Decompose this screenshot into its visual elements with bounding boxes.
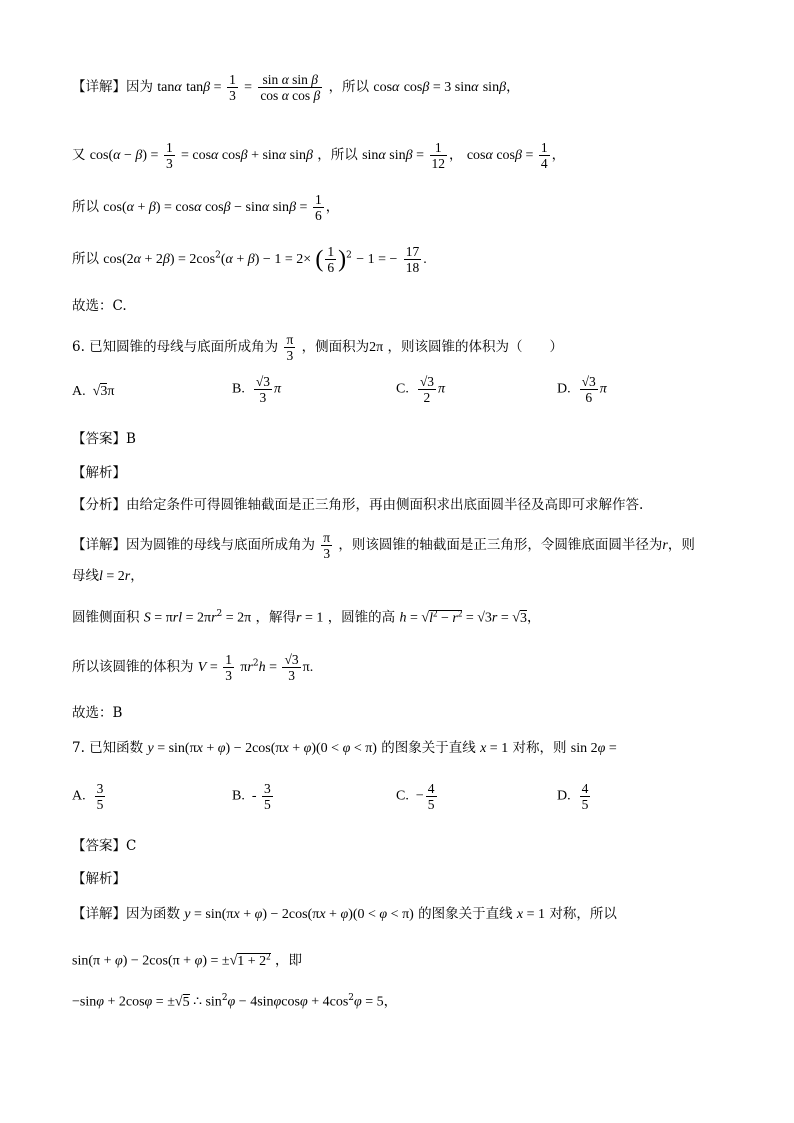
fraction: $\frac{1}{4}$ xyxy=(540,140,548,171)
analysis-7: 【解析】 xyxy=(72,871,126,887)
detail-line-4: 所以 $\cos(2\alpha + 2\beta) = 2\cos^2(\alpha + \beta) - 1 = 2\times$ ( $\frac{1}{6}$ )$^2$ − 1 = − $\frac{17}{18}$ . xyxy=(72,244,427,275)
question-7-mid: 的图象关于直线 xyxy=(381,740,476,756)
fraction: $\frac{\pi}{3}$ xyxy=(323,530,331,561)
text: 【详解】因为圆锥的母线与底面所成角为 xyxy=(72,537,315,553)
option-a: A. $\frac{3}{5}$ xyxy=(72,781,104,812)
detail-6-line-3: 圆锥侧面积 $S = \pi rl = 2\pi r^2 = 2\pi$ ，解得r = 1 ，圆锥的高 $h = √l^2 - r^2 = √3r = √3$， xyxy=(72,608,541,626)
detail-7-line-3: −sinφ + 2cosφ = ±√5 ∴ $\sin^2\varphi - 4\sin\varphi\cos\varphi + 4\cos^2\varphi = 5$， xyxy=(72,993,398,1010)
answer-choice-6: 故选：B xyxy=(72,705,123,721)
detail-7-line-2: $\sin(\pi + \varphi) - 2\cos(\pi + \varphi) = \pm√1 + 2^2$ ，即 xyxy=(72,951,302,969)
detail-line-1: 【详解】因为 tanα tanβ = $\frac{1}{3}$ = $\frac{\text{sin α sin β}}{\text{cos α cos β}}$ ，所以 cosα cosβ = 3 sinα sinβ， xyxy=(72,72,520,103)
fraction: $\frac{\pi}{3}$ xyxy=(286,332,294,363)
question-6-mid: ，侧面积为 xyxy=(301,339,370,355)
answer-7: 【答案】C xyxy=(72,838,137,854)
text-detail-label: 【详解】因为 xyxy=(72,79,153,95)
detail-6-line-2: 母线l = 2r， xyxy=(72,568,144,584)
option-d: D. $\frac{√3}{6}$ π xyxy=(557,374,607,405)
text: ，圆锥的高 xyxy=(327,609,396,626)
text: 母线 xyxy=(72,568,99,584)
text: ，解得 xyxy=(255,609,297,626)
option-a: A. √3π xyxy=(72,384,115,399)
fraction: $\frac{1}{3}$ xyxy=(225,652,233,683)
option-c: C. $\frac{√3}{2}$ π xyxy=(396,374,446,405)
detail-line-2: 又 cos(α − β) = $\frac{1}{3}$ = cosα cosβ + sinα sinβ ，所以 sinα sinβ = $\frac{1}{12}$ ， cosα cosβ = $\frac{1}{4}$ ， xyxy=(72,140,566,171)
fraction: $\frac{1}{12}$ xyxy=(431,140,446,171)
analysis-6: 【解析】 xyxy=(72,465,126,481)
fraction: $\frac{1}{6}$ xyxy=(327,244,335,275)
fraction: $\frac{√3}{3}$ xyxy=(284,652,299,683)
text: 对称，所以 xyxy=(549,906,617,922)
text-prefix: 又 xyxy=(72,147,86,163)
option-d: D. $\frac{4}{5}$ xyxy=(557,781,589,812)
detail-line-3: 所以 cos(α + β) = cosα cosβ − sinα sinβ = $\frac{1}{6}$ ， xyxy=(72,192,340,223)
text: ，则 xyxy=(667,537,695,553)
option-c: C. − $\frac{4}{5}$ xyxy=(396,781,435,812)
text: 的图象关于直线 xyxy=(418,906,513,922)
text: 所以该圆锥的体积为 xyxy=(72,659,194,675)
fraction: $\frac{1}{3}$ xyxy=(165,140,173,171)
option-b: B. $\frac{√3}{3}$ π xyxy=(232,374,282,405)
fraction: $\frac{\text{sin α sin β}}{\text{cos α cos β}}$ xyxy=(260,72,321,103)
detail-6-line-4: 所以该圆锥的体积为 V = $\frac{1}{3}$ $\pi r^2h$ = $\frac{√3}{3}$ π. xyxy=(72,652,314,683)
analysis-summary-6: 【分析】由给定条件可得圆锥轴截面是正三角形，再由侧面积求出底面圆半径及高即可求解作答. xyxy=(72,497,644,513)
text-connector: ，所以 xyxy=(328,79,370,95)
fraction: $\frac{1}{3}$ xyxy=(229,72,236,103)
question-6: 6. 已知圆锥的母线与底面所成角为 $\frac{\pi}{3}$ ，侧面积为2π ，则该圆锥的体积为（ ） xyxy=(72,332,563,363)
text: ，则该圆锥的轴截面是正三角形，令圆锥底面圆半径为 xyxy=(338,537,663,553)
answer-choice-line: 故选：C. xyxy=(72,298,127,314)
detail-6-line-1: 【详解】因为圆锥的母线与底面所成角为 $\frac{\pi}{3}$ ，则该圆锥的轴截面是正三角形，令圆锥底面圆半径为r，则 xyxy=(72,530,695,561)
question-7-end: 对称，则 xyxy=(512,740,567,756)
question-7-text: 7. 已知函数 xyxy=(72,740,144,756)
text-connector: ，所以 xyxy=(317,147,358,163)
question-7: 7. 已知函数 y = sin(πx + φ) − 2cos(πx + φ)(0 < φ < π) 的图象关于直线 x = 1 对称，则 sin 2φ = xyxy=(72,740,617,756)
fraction: $\frac{17}{18}$ xyxy=(405,244,420,275)
text: 【详解】因为函数 xyxy=(72,906,180,922)
text: ，即 xyxy=(274,952,302,969)
option-b: B. - $\frac{3}{5}$ xyxy=(232,781,271,812)
question-6-text: 6. 已知圆锥的母线与底面所成角为 xyxy=(72,339,279,355)
text: 圆锥侧面积 xyxy=(72,609,140,626)
detail-7-line-1: 【详解】因为函数 y = sin(πx + φ) − 2cos(πx + φ)(0 < φ < π) 的图象关于直线 x = 1 对称，所以 xyxy=(72,906,617,922)
fraction: $\frac{1}{6}$ xyxy=(314,192,322,223)
text-prefix: 所以 xyxy=(72,251,99,267)
question-6-end: ，则该圆锥的体积为（ ） xyxy=(387,339,563,355)
text-prefix: 所以 xyxy=(72,199,99,215)
answer-6: 【答案】B xyxy=(72,431,136,447)
